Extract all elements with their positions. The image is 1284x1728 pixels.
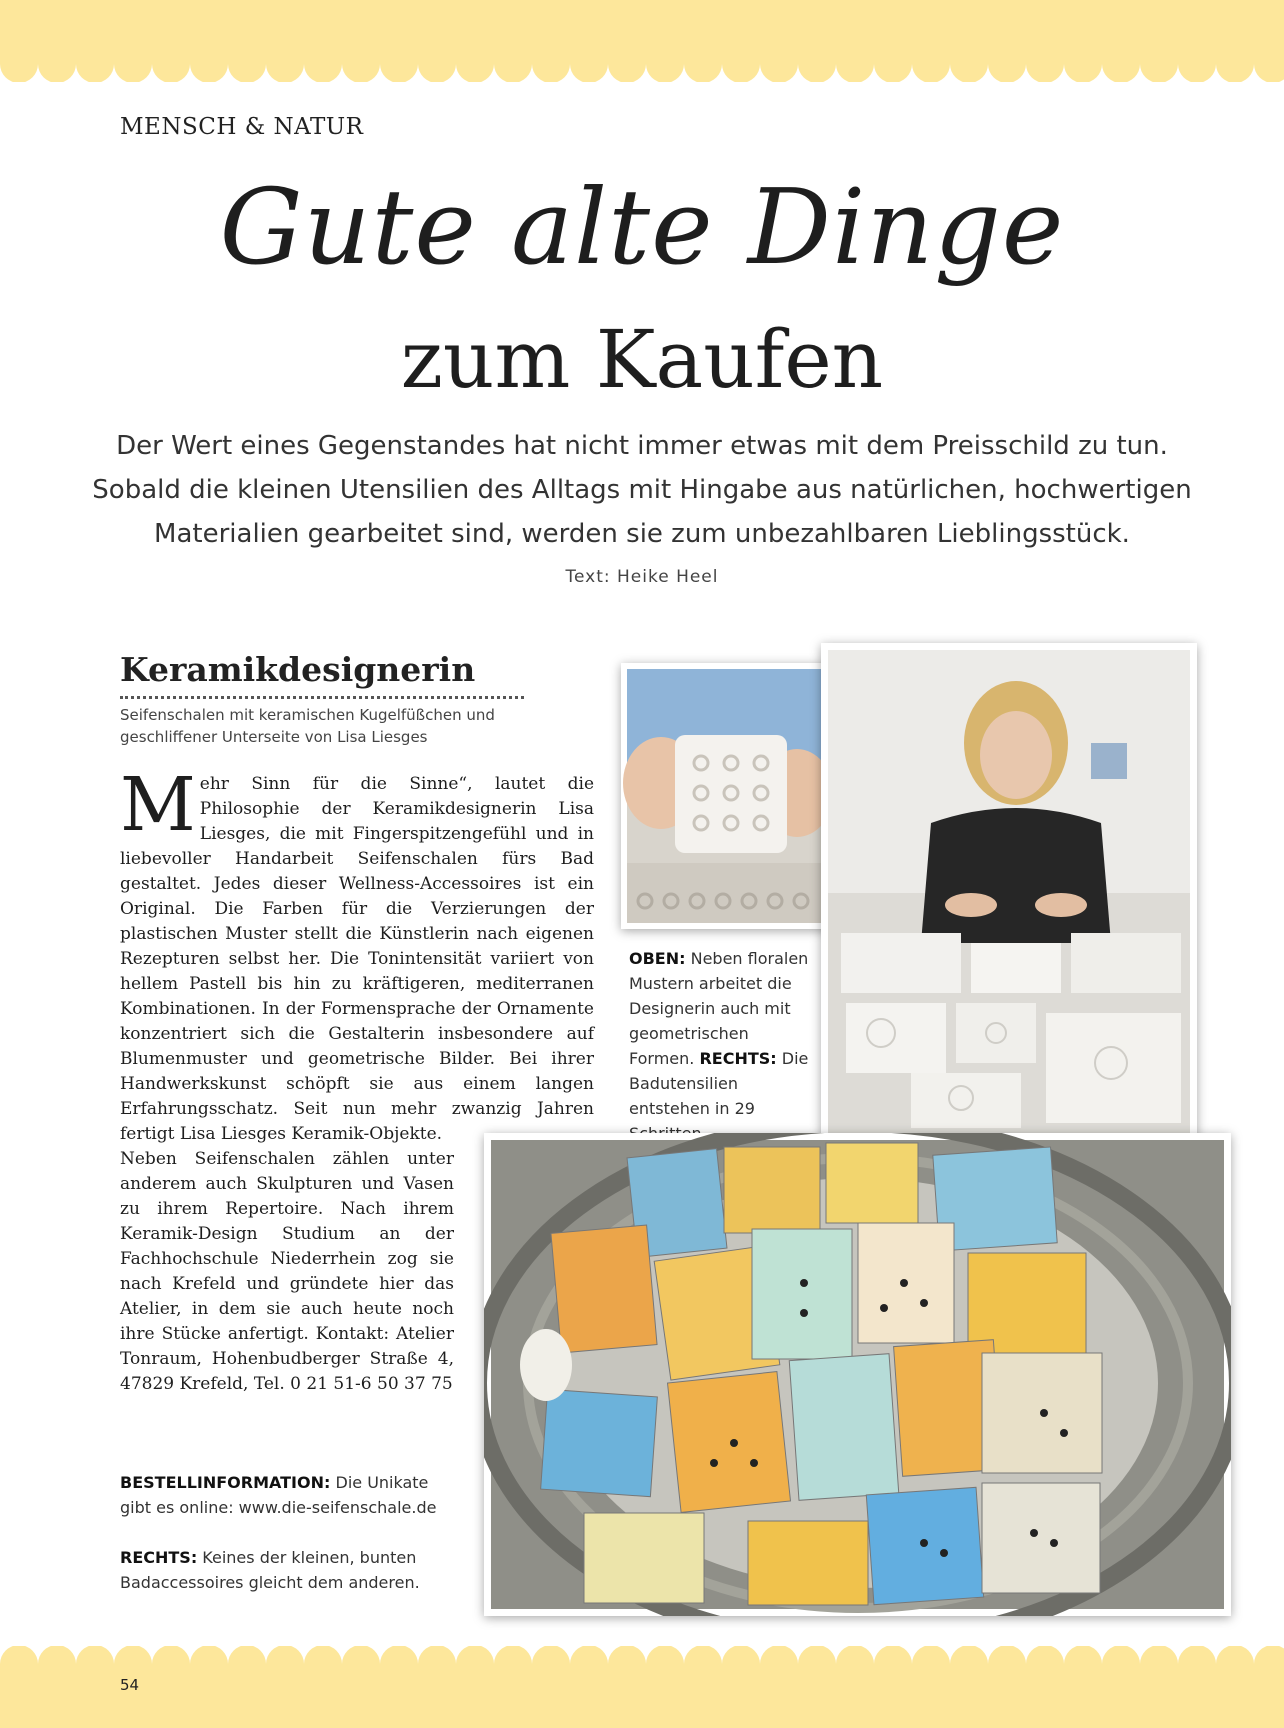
headline-sub: zum Kaufen: [400, 313, 884, 406]
page-number: 54: [120, 1676, 140, 1694]
lead-paragraph: [90, 424, 1194, 556]
photo-hands-soap-dish: [621, 663, 837, 929]
top-scallop-border: [0, 0, 1284, 82]
photo-colorful-soap-dishes: [484, 1133, 1231, 1616]
photo-caption-right-text: Die Badutensilien entstehen in 29: [629, 1049, 809, 1118]
order-info-text: Die Unikate gibt es online: www.die-seifenschale.de: [120, 1473, 437, 1517]
byline: Text: Heike Heel: [565, 567, 719, 587]
designer-illustration: [821, 643, 1197, 1144]
photo-designer-at-work: [821, 643, 1197, 1144]
photo-caption-top-text: Neben floralen Mustern arbeitet die Designerin auch mit geometrischen Formen.: [629, 949, 809, 1068]
photo-caption-right-label: RECHTS:: [699, 1049, 777, 1068]
bottom-scallop-border: [0, 1646, 1284, 1728]
lead-line: Materialien gearbeitet sind, werden sie zum unbezahlbaren Lieblingsstück.: [154, 519, 1130, 549]
soap-dishes-illustration: [484, 1133, 1231, 1616]
article-kicker: Keramikdesignerin: [120, 650, 476, 689]
photo-caption: [629, 946, 811, 1146]
order-info-label: BESTELLINFORMATION:: [120, 1473, 331, 1492]
right-caption-text: Keines der kleinen, bunten Badaccessoires gleicht dem anderen.: [120, 1548, 420, 1592]
lead-line: Sobald die kleinen Utensilien des Alltags mit Hingabe aus natürlichen, hochwertigen: [92, 475, 1192, 505]
right-caption-label: RECHTS:: [120, 1548, 198, 1567]
body-text-wide: ehr Sinn für die Sinne“, lautet die Philosophie der Keramikdesignerin Lisa Liesges, die mit Fingerspitzengefühl und in liebevoller Handarbeit Seifenschalen fürs Bad gestaltet. Jedes dieser Wellness-Accessoires ist ein Original. Die Farben für die Verzierungen der plastischen Muster stellt die Künstlerin nach eigenen Rezepturen selbst her. Die Tonintensität variiert von hellem Pastell bis hin zu kräftigeren, mediterranen Kombinationen. In der Formensprache der Ornamente konzentriert sich die Gestalterin insbesondere auf Blumenmuster und geometrische Bilder. Bei ihrer Handwerkskunst schöpft sie aus einem langen Erfahrungsschatz. Seit nun mehr zwanzig Jahren fertigt Lisa Liesges Keramik-Objekte.: [120, 774, 594, 1144]
order-info: [120, 1470, 450, 1520]
kicker-caption: Seifenschalen mit keramischen Kugelfüßchen und geschliffener Unterseite von Lisa Liesges: [120, 706, 495, 746]
photo-caption-top-label: OBEN:: [629, 949, 686, 968]
lead-line: Der Wert eines Gegenstandes hat nicht immer etwas mit dem Preisschild zu tun.: [116, 431, 1168, 461]
drop-cap: M: [120, 762, 196, 848]
article-body-narrow: Neben Seifenschalen zählen unter anderem auch Skulpturen und Vasen zu ihrem Repertoire. Nach ihrem Keramik-Design Studium an der Fachhochschule Niederrhein zog sie nach Krefeld und gründete hier das Atelier, in dem sie auch heute noch ihre Stücke anfertigt. Kontakt: Atelier Tonraum, Hohenbudberger Straße 4, 47829 Krefeld, Tel. 0 21 51-6 50 37 75: [120, 1149, 454, 1394]
headline-script: Gute alte Dinge: [219, 166, 1065, 288]
hands-soap-dish-illustration: [621, 663, 837, 929]
right-image-caption: [120, 1545, 450, 1595]
article-body-wide: [120, 762, 594, 1147]
kicker-dotted-rule: [120, 696, 524, 699]
section-label: MENSCH & NATUR: [120, 114, 364, 140]
